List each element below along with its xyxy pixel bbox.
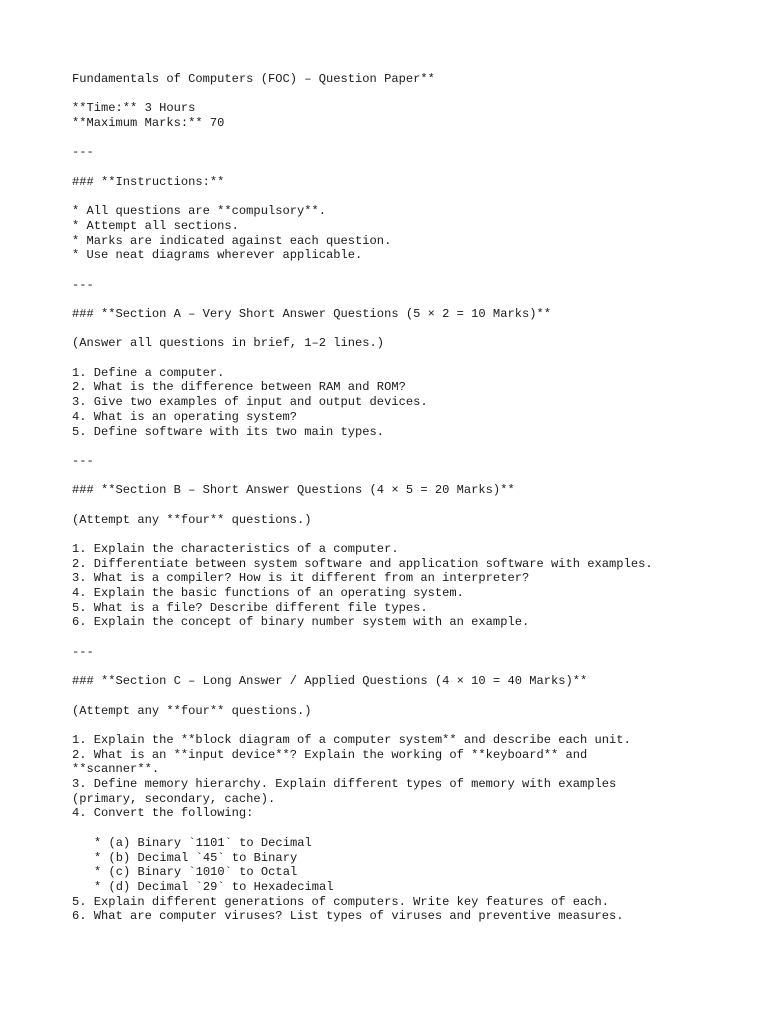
section-a-note: (Answer all questions in brief, 1–2 lines.)	[72, 336, 385, 351]
paper-title: Fundamentals of Computers (FOC) – Question Paper**	[72, 72, 435, 86]
question-item: 1. Define a computer.	[72, 365, 225, 380]
blank-line	[72, 160, 696, 175]
blank-line	[72, 821, 696, 836]
instructions-heading: ### **Instructions:**	[72, 174, 225, 189]
question-item: 6. Explain the concept of binary number system with an example.	[72, 615, 530, 630]
blank-line	[72, 292, 696, 307]
section-c-heading: ### **Section C – Long Answer / Applied Questions (4 × 10 = 40 Marks)**	[72, 674, 588, 689]
instruction-item: * Attempt all sections.	[72, 218, 239, 233]
conversion-item: * (a) Binary `1101` to Decimal	[94, 835, 312, 850]
question-item: 1. Explain the **block diagram of a computer system** and describe each unit.	[72, 732, 631, 747]
blank-line	[72, 469, 696, 484]
blank-line	[72, 263, 696, 278]
section-a-questions	[72, 366, 696, 439]
question-item: 4. Explain the basic functions of an operating system.	[72, 586, 464, 601]
question-item: 2. What is an **input device**? Explain the working of **keyboard** and **scanner**.	[72, 747, 588, 777]
conversion-list	[72, 836, 696, 895]
question-item: 4. What is an operating system?	[72, 409, 297, 424]
blank-line	[72, 439, 696, 454]
instruction-item: * Use neat diagrams wherever applicable.	[72, 248, 363, 263]
separator: ---	[72, 644, 94, 659]
section-a-heading: ### **Section A – Very Short Answer Questions (5 × 2 = 10 Marks)**	[72, 307, 551, 321]
blank-line	[72, 660, 696, 675]
question-item: 3. Define memory hierarchy. Explain different types of memory with examples (primary, secondary, cache).	[72, 777, 617, 806]
question-item: 4. Convert the following:	[72, 806, 254, 821]
section-b-heading: ### **Section B – Short Answer Questions (4 × 5 = 20 Marks)**	[72, 483, 515, 498]
separator: ---	[72, 453, 94, 468]
maximum-marks: **Maximum Marks:** 70	[72, 116, 225, 131]
blank-line	[72, 131, 696, 146]
blank-line	[72, 527, 696, 542]
question-item: 6. What are computer viruses? List types of viruses and preventive measures.	[72, 909, 624, 924]
exam-time: **Time:** 3 Hours	[72, 101, 196, 116]
blank-line	[72, 689, 696, 704]
section-c-questions	[72, 733, 696, 924]
blank-line	[72, 630, 696, 645]
conversion-item: * (d) Decimal `29` to Hexadecimal	[94, 879, 334, 894]
blank-line	[72, 718, 696, 733]
instruction-item: * Marks are indicated against each question.	[72, 233, 392, 248]
separator: ---	[72, 145, 94, 160]
question-item: 2. Differentiate between system software and application software with examples.	[72, 556, 653, 571]
blank-line	[72, 87, 696, 102]
section-c-note: (Attempt any **four** questions.)	[72, 703, 312, 718]
question-item: 5. Explain different generations of computers. Write key features of each.	[72, 894, 610, 909]
instructions-list	[72, 204, 696, 263]
blank-line	[72, 351, 696, 366]
conversion-item: * (b) Decimal `45` to Binary	[94, 850, 298, 865]
separator: ---	[72, 277, 94, 292]
question-item: 1. Explain the characteristics of a computer.	[72, 542, 399, 556]
question-paper	[72, 72, 696, 924]
blank-line	[72, 498, 696, 513]
blank-line	[72, 190, 696, 205]
question-item: 3. Give two examples of input and output devices.	[72, 395, 428, 410]
question-item: 2. What is the difference between RAM and ROM?	[72, 380, 406, 395]
question-item: 5. Define software with its two main types.	[72, 424, 385, 439]
conversion-item: * (c) Binary `1010` to Octal	[94, 865, 298, 880]
question-item: 5. What is a file? Describe different file types.	[72, 600, 428, 615]
section-b-note: (Attempt any **four** questions.)	[72, 512, 312, 527]
blank-line	[72, 322, 696, 337]
question-item: 3. What is a compiler? How is it different from an interpreter?	[72, 571, 530, 586]
instruction-item: * All questions are **compulsory**.	[72, 204, 327, 219]
section-b-questions	[72, 542, 696, 630]
